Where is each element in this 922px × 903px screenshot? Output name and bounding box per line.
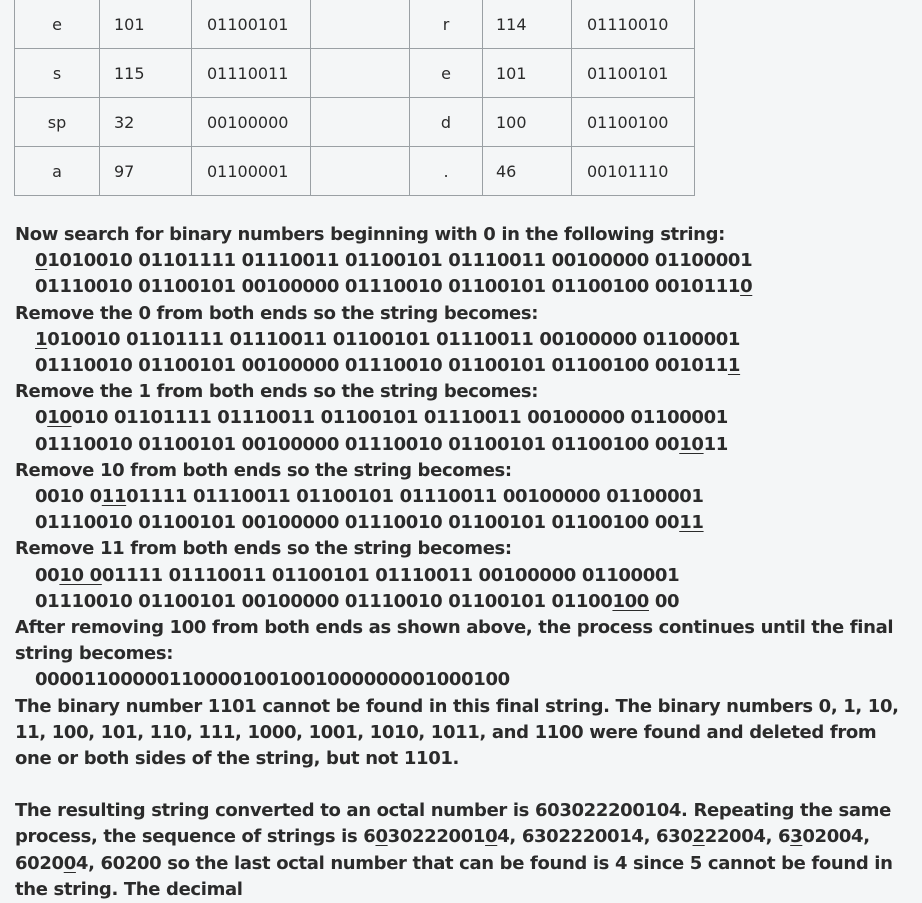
binary-string-line: 01110010 01100101 00100000 01110010 01100101 01100100 001011 — [35, 433, 728, 455]
table-cell: 32 — [114, 112, 135, 132]
intro-text: Now search for binary numbers beginning with 0 in the following string: — [15, 224, 726, 245]
table-cell: 01100101 — [587, 63, 669, 83]
step-text: Remove 10 from both ends so the string becomes: — [15, 459, 512, 481]
table-cell: 01110011 — [207, 63, 289, 83]
table-cell — [311, 98, 410, 147]
highlighted-digits: 1 — [35, 328, 48, 350]
binary-string-line: 0010 001111 01110011 01100101 01110011 00100000 01100001 — [35, 564, 680, 586]
table-cell: 101 — [496, 63, 527, 83]
ascii-binary-table — [14, 0, 695, 196]
table-cell: 114 — [496, 14, 527, 34]
table-cell: 100 — [496, 112, 527, 132]
table-cell: s — [15, 49, 100, 98]
table-cell: e — [410, 49, 483, 98]
highlighted-digits: 3 — [790, 826, 803, 848]
table-cell: 01100101 — [207, 14, 289, 34]
step-text: Remove the 0 from both ends so the string becomes: — [15, 302, 539, 324]
final-binary-string: 000011000001100001001001000000001000100 — [35, 669, 510, 691]
table-cell — [311, 49, 410, 98]
table-cell: r — [410, 0, 483, 49]
highlighted-digits: 0 — [485, 826, 498, 848]
binary-string-line: 01110010 01100101 00100000 01110010 01100101 01100100 0010111 — [35, 355, 741, 377]
table-cell: 101 — [114, 14, 145, 34]
binary-string-line: 01010010 01101111 01110011 01100101 01110011 00100000 01100001 — [35, 250, 753, 272]
highlighted-digits: 0 — [375, 826, 388, 848]
table-cell: 115 — [114, 63, 145, 83]
highlighted-digits: 0 — [35, 250, 48, 272]
binary-string-line: 010010 01101111 01110011 01100101 01110011 00100000 01100001 — [35, 407, 728, 429]
binary-string-line: 0010 01101111 01110011 01100101 01110011 00100000 01100001 — [35, 486, 704, 508]
step-text: After removing 100 from both ends as shown above, the process continues until the final string becomes: — [15, 617, 894, 665]
table-cell — [311, 147, 410, 196]
table-cell: 01100100 — [587, 112, 669, 132]
step-text: Remove 11 from both ends so the string becomes: — [15, 538, 512, 560]
article-body — [15, 222, 915, 903]
table-cell: 01110010 — [587, 14, 669, 34]
highlighted-digits: 10 0 — [59, 564, 102, 586]
binary-string-line: 01110010 01100101 00100000 01110010 01100101 01100100 00101110 — [35, 276, 753, 298]
table-cell: d — [410, 98, 483, 147]
table-cell: 97 — [114, 161, 135, 181]
table-row — [15, 49, 695, 98]
table-cell: . — [410, 147, 483, 196]
binary-string-line: 01110010 01100101 00100000 01110010 01100101 01100100 00 — [35, 590, 680, 612]
paragraph: The resulting string converted to an octal number is 603022200104. Repeating the same process, the sequence of strings is 603022200104, 6302220014, 630222004, 6302004, 602004, 60200 so the last octal number that can be found is 4 since 5 cannot be found in the string. The decimal — [15, 800, 893, 900]
highlighted-digits: 10 — [679, 433, 704, 455]
table-cell: 00101110 — [587, 161, 669, 181]
table-cell: 01100001 — [207, 161, 289, 181]
table-row — [15, 147, 695, 196]
table-cell: e — [15, 0, 100, 49]
highlighted-digits: 1 — [727, 355, 741, 377]
table-cell: 46 — [496, 161, 517, 181]
table-cell: a — [15, 147, 100, 196]
highlighted-digits: 11 — [101, 486, 127, 508]
table-row — [15, 0, 695, 49]
paragraph: The binary number 1101 cannot be found in this final string. The binary numbers 0, 1, 10, 11, 100, 101, 110, 111, 1000, 1001, 1010, 1011, and 1100 were found and deleted from one or both sides of the string, but not 1101. — [15, 695, 899, 770]
table-row — [15, 98, 695, 147]
table-cell: sp — [15, 98, 100, 147]
highlighted-digits: 0 — [740, 276, 753, 298]
highlighted-digits: 0 — [63, 852, 76, 874]
binary-string-line: 1010010 01101111 01110011 01100101 01110011 00100000 01100001 — [35, 328, 741, 350]
highlighted-digits: 2 — [692, 826, 705, 848]
highlighted-digits: 100 — [612, 590, 649, 612]
highlighted-digits: 10 — [47, 407, 72, 429]
table-cell — [311, 0, 410, 49]
highlighted-digits: 11 — [679, 512, 704, 534]
binary-string-line: 01110010 01100101 00100000 01110010 01100101 01100100 0011 — [35, 512, 704, 534]
table-cell: 00100000 — [207, 112, 289, 132]
step-text: Remove the 1 from both ends so the string becomes: — [15, 381, 539, 403]
